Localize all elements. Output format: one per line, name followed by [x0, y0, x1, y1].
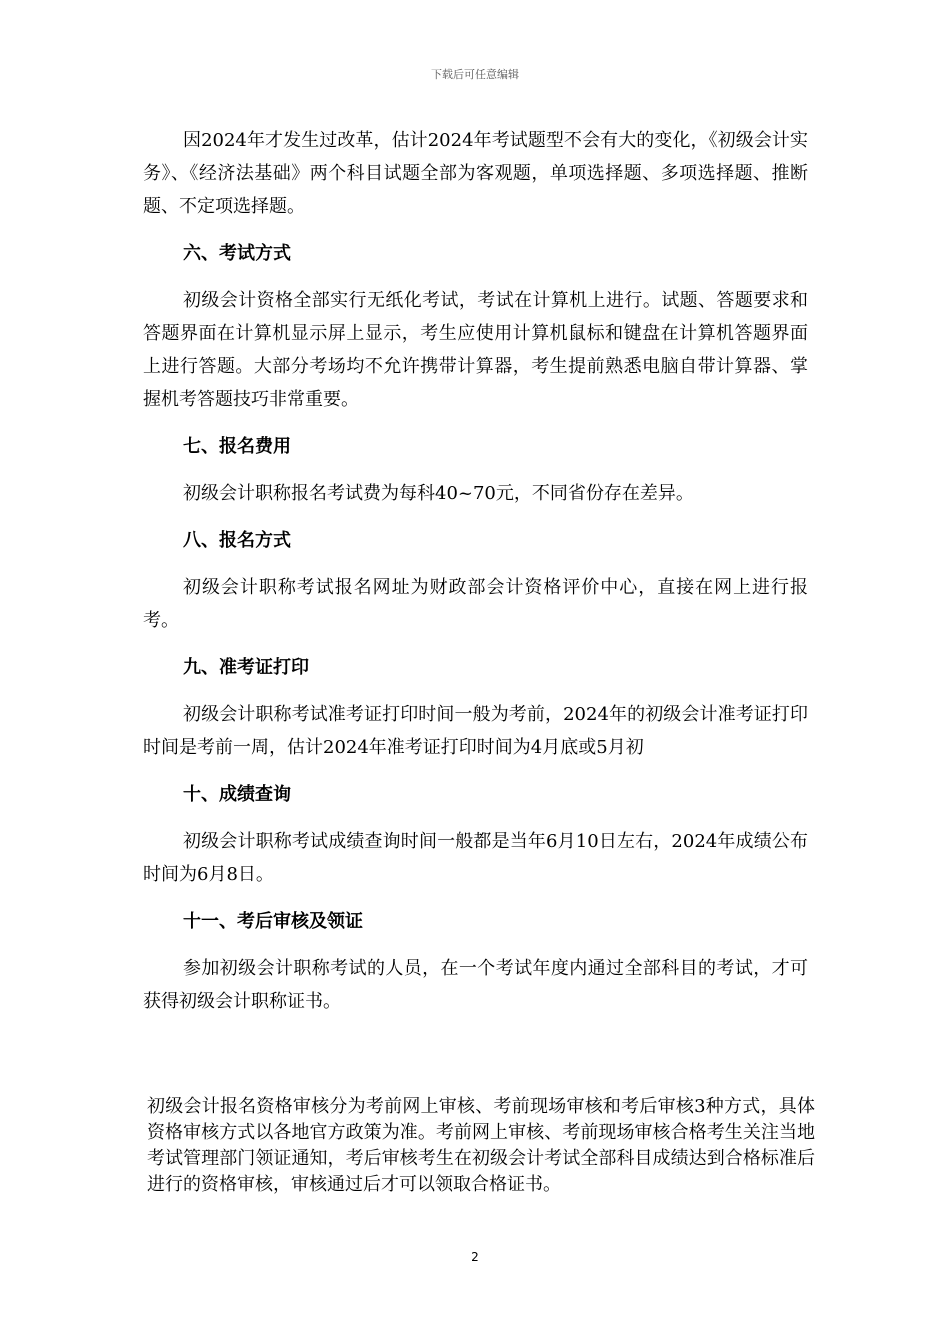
- heading-registration-method: 八、报名方式: [183, 530, 291, 551]
- heading-post-exam-review: 十一、考后审核及领证: [183, 911, 363, 932]
- paragraph-exam-format: 因2024年才发生过改革，估计2024年考试题型不会有大的变化，《初级会计实务》、《经济法基础》两个科目试题全部为客观题，单项选择题、多项选择题、推断题、不定项选择题。: [143, 130, 808, 217]
- paragraph-score-query: 初级会计职称考试成绩查询时间一般都是当年6月10日左右，2024年成绩公布时间为6月8日。: [143, 831, 808, 885]
- paragraph-post-exam-review: 参加初级会计职称考试的人员，在一个考试年度内通过全部科目的考试，才可获得初级会计职称证书。: [143, 958, 808, 1012]
- page-number: 2: [471, 1250, 479, 1264]
- qualification-review-paragraph: 初级会计报名资格审核分为考前网上审核、考前现场审核和考后审核3种方式，具体资格审核方式以各地官方政策为准。考前网上审核、考前现场审核合格考生关注当地考试管理部门领证通知，考后审核考生在初级会计考试全部科目成绩达到合格标准后进行的资格审核，审核通过后才可以领取合格证书。: [147, 1096, 815, 1195]
- heading-registration-fee: 七、报名费用: [183, 436, 291, 457]
- heading-score-query: 十、成绩查询: [183, 784, 291, 805]
- paragraph-registration-fee: 初级会计职称报名考试费为每科40~70元，不同省份存在差异。: [183, 483, 694, 504]
- document-body: [143, 124, 808, 1032]
- page-header: 下载后可任意编辑: [431, 68, 519, 81]
- heading-admission-ticket: 九、准考证打印: [183, 657, 309, 678]
- paragraph-exam-method: 初级会计资格全部实行无纸化考试，考试在计算机上进行。试题、答题要求和答题界面在计算机显示屏上显示，考生应使用计算机鼠标和键盘在计算机答题界面上进行答题。大部分考场均不允许携带计算器，考生提前熟悉电脑自带计算器、掌握机考答题技巧非常重要。: [143, 290, 808, 410]
- paragraph-admission-ticket: 初级会计职称考试准考证打印时间一般为考前，2024年的初级会计准考证打印时间是考前一周，估计2024年准考证打印时间为4月底或5月初: [143, 704, 808, 758]
- heading-exam-method: 六、考试方式: [183, 243, 291, 264]
- paragraph-registration-method: 初级会计职称考试报名网址为财政部会计资格评价中心，直接在网上进行报考。: [143, 577, 808, 631]
